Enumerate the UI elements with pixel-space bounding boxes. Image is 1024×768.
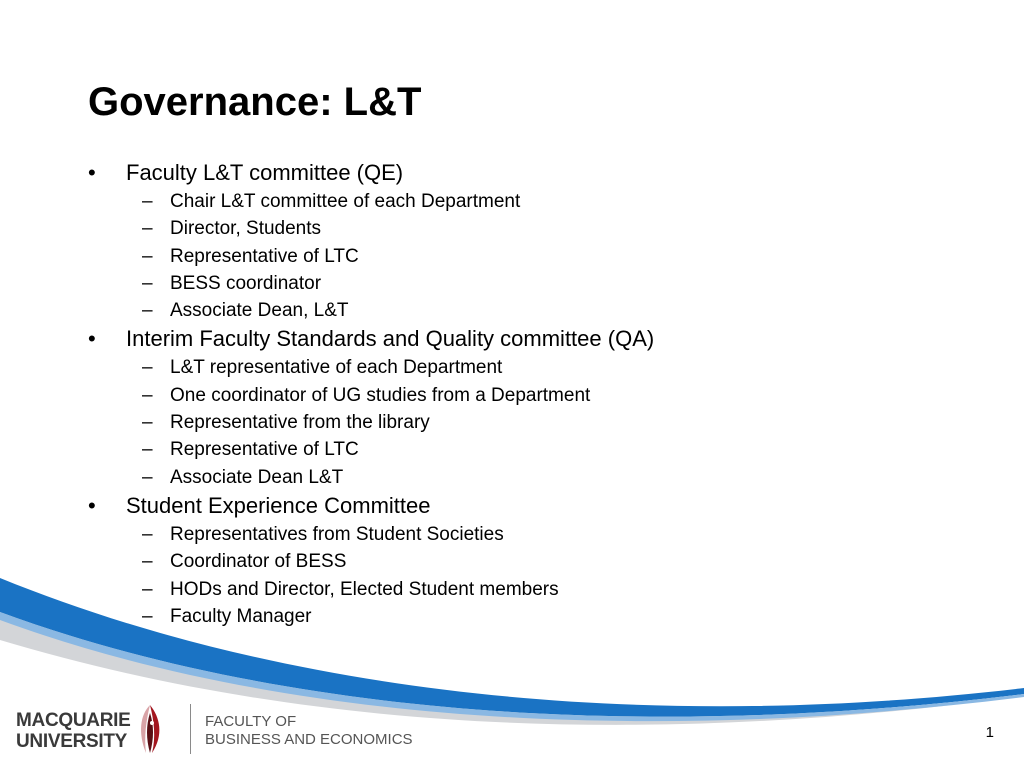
bullet-marker: •: [88, 326, 96, 352]
sub-item: [88, 188, 988, 215]
sub-item-text: HODs and Director, Elected Student members: [170, 578, 559, 600]
sub-item-text: Coordinator of BESS: [170, 551, 347, 573]
sub-list: [88, 188, 988, 324]
faculty-name-line2: BUSINESS AND ECONOMICS: [205, 731, 413, 748]
sub-marker: –: [142, 578, 153, 600]
university-name-line2: UNIVERSITY: [16, 731, 128, 752]
sub-item: [88, 243, 988, 270]
sub-item: [88, 521, 988, 548]
sub-item-text: L&T representative of each Department: [170, 357, 503, 379]
slide-title: Governance: L&T: [88, 80, 422, 124]
faculty-name-line1: FACULTY OF: [205, 713, 297, 730]
bullet-marker: •: [88, 492, 96, 518]
sub-item-text: Representative from the library: [170, 412, 430, 434]
bullet-text: Student Experience Committee: [126, 492, 431, 518]
sub-item-text: BESS coordinator: [170, 272, 322, 294]
logo-divider: [190, 704, 191, 754]
sub-item-text: Associate Dean, L&T: [170, 300, 349, 322]
university-wordmark: [16, 710, 130, 752]
sub-item: [88, 215, 988, 242]
sub-marker: –: [142, 412, 153, 434]
sub-item-text: Representative of LTC: [170, 439, 359, 461]
bullet-interim-faculty-standards: [88, 324, 988, 354]
sub-marker: –: [142, 218, 153, 240]
sub-item: [88, 464, 988, 491]
sub-marker: –: [142, 439, 153, 461]
sub-item-text: Associate Dean L&T: [170, 466, 344, 488]
sub-item: [88, 354, 988, 381]
sub-list: [88, 354, 988, 490]
sub-item-text: Representatives from Student Societies: [170, 523, 504, 545]
sub-marker: –: [142, 466, 153, 488]
bullet-text: Faculty L&T committee (QE): [126, 160, 404, 185]
sub-marker: –: [142, 605, 153, 627]
bullet-marker: •: [88, 160, 96, 185]
university-name-line1: MACQUARIE: [16, 710, 131, 731]
sub-item: [88, 382, 988, 409]
sub-marker: –: [142, 384, 153, 406]
sub-item: [88, 576, 988, 603]
bullet-text: Interim Faculty Standards and Quality committee (QA): [126, 326, 655, 352]
bullet-faculty-lt-committee: [88, 158, 988, 188]
sub-marker: –: [142, 357, 153, 379]
sub-marker: –: [142, 551, 153, 573]
macquarie-lighthouse-emblem-icon: [134, 703, 168, 755]
sub-marker: –: [142, 272, 153, 294]
sub-item-text: Representative of LTC: [170, 245, 359, 267]
sub-item: [88, 409, 988, 436]
sub-item: [88, 603, 988, 630]
bullet-student-experience-committee: [88, 491, 988, 521]
sub-item: [88, 548, 988, 575]
sub-marker: –: [142, 523, 153, 545]
sub-item: [88, 297, 988, 324]
sub-item: [88, 270, 988, 297]
sub-marker: –: [142, 191, 153, 212]
page-number: 1: [985, 724, 994, 741]
sub-list: [88, 521, 988, 630]
faculty-wordmark: [205, 713, 413, 749]
slide-content: [88, 158, 988, 630]
sub-marker: –: [142, 300, 153, 322]
sub-item-text: Director, Students: [170, 218, 322, 240]
sub-item-text: Faculty Manager: [170, 605, 312, 627]
sub-item: [88, 436, 988, 463]
sub-marker: –: [142, 245, 153, 267]
sub-item-text: One coordinator of UG studies from a Department: [170, 384, 591, 406]
sub-item-text: Chair L&T committee of each Department: [170, 191, 521, 212]
